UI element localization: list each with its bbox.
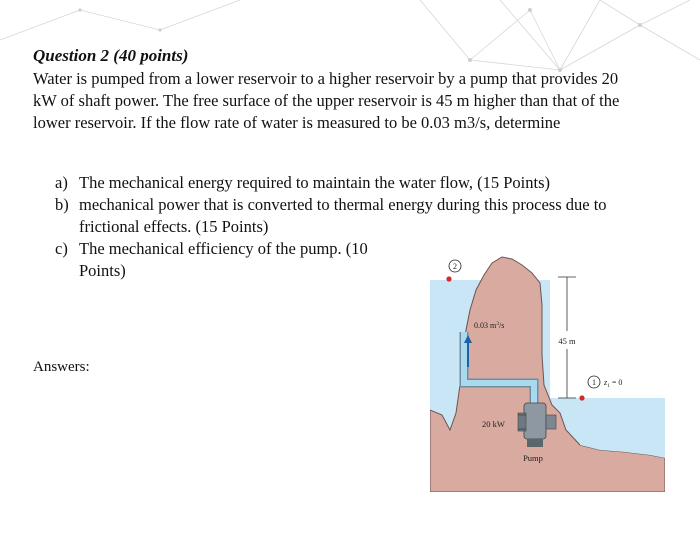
part-label: a)	[55, 173, 68, 192]
pump-label: Pump	[523, 453, 543, 463]
part-text: mechanical power that is converted to thermal energy during this process due to frictional effects. (15 Points)	[79, 195, 607, 236]
pump-reservoir-diagram	[430, 255, 665, 492]
list-item	[55, 172, 635, 194]
flow-rate-label	[474, 321, 504, 330]
z-sub: 1	[607, 383, 610, 389]
answers-label: Answers:	[33, 359, 90, 375]
part-label: b)	[55, 195, 69, 214]
flow-rate-exp: 3	[496, 321, 499, 327]
z-var: z	[604, 378, 608, 387]
list-item	[55, 194, 635, 238]
flow-rate-base: 0.03 m	[474, 321, 497, 330]
height-label: 45 m	[558, 336, 576, 346]
point-2-marker	[446, 276, 451, 281]
z-value: = 0	[609, 378, 623, 387]
part-text: The mechanical energy required to maintain the water flow, (15 Points)	[79, 173, 551, 192]
part-text: The mechanical efficiency of the pump. (10 Points)	[79, 239, 368, 280]
point-1-number: 1	[592, 378, 596, 387]
question-title: Question 2 (40 points)	[33, 46, 189, 65]
problem-statement: Water is pumped from a lower reservoir to a higher reservoir by a pump that provides 20 kW of shaft power. The free surface of the upper reservoir is 45 m higher than that of the lower reservoir. If the flow rate of water is measured to be 0.03 m3/s, determine	[33, 69, 620, 132]
flow-rate-unit: /s	[498, 321, 505, 330]
power-label: 20 kW	[482, 419, 505, 429]
point-1-marker	[579, 395, 584, 400]
point-2-number: 2	[453, 262, 457, 271]
part-label: c)	[55, 239, 68, 258]
